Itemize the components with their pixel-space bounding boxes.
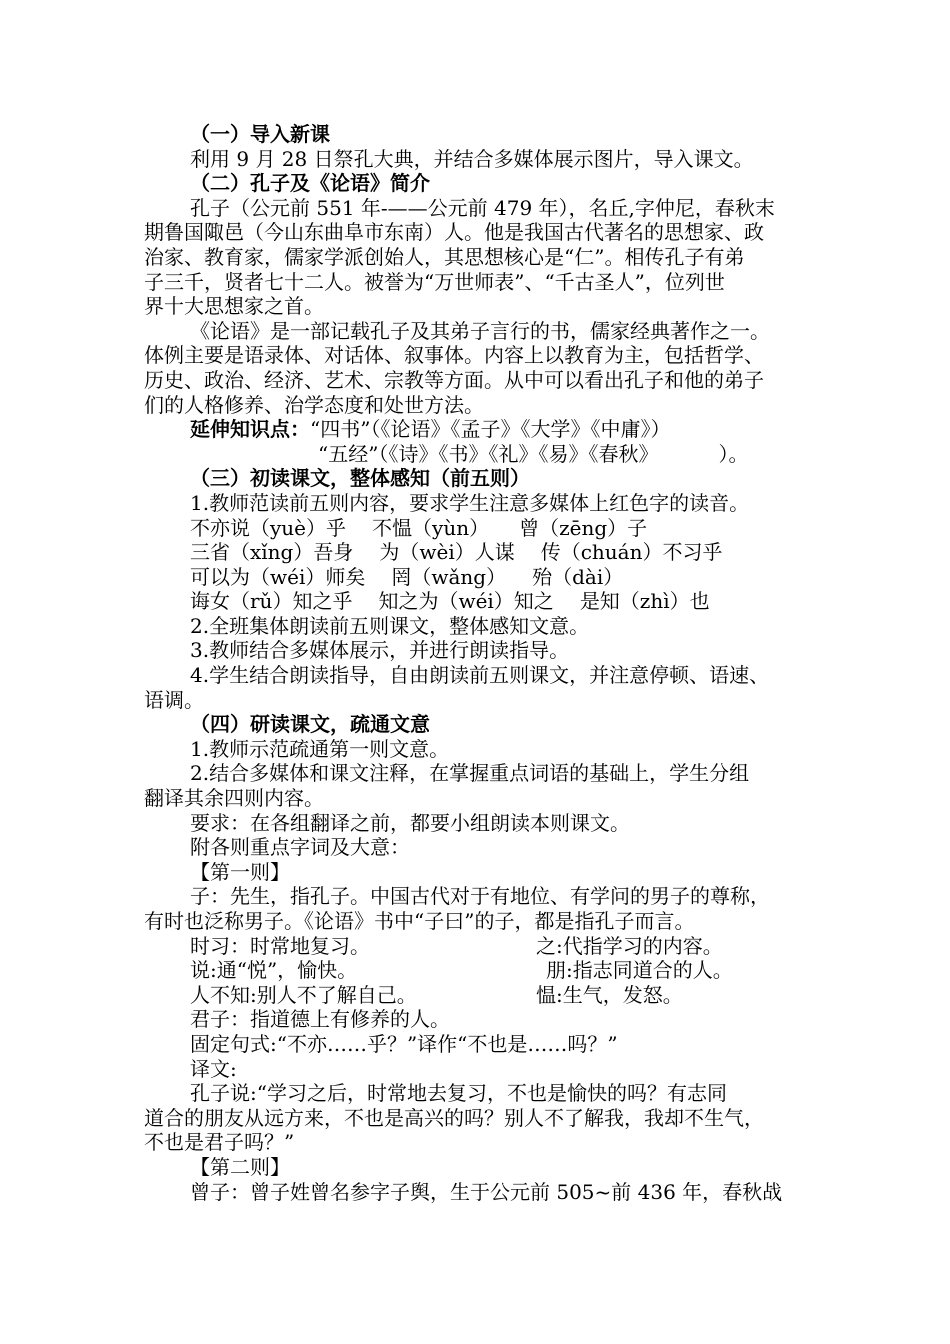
pinyin-item: 是知（zhì）也 [579, 589, 710, 614]
paragraph-line: 固定句式:“不亦……乎？”译作“不也是……吗？” [190, 1031, 618, 1056]
chapter-heading-two: 【第二则】 [190, 1154, 290, 1179]
paragraph-line: 有时也泛称男子。《论语》书中“子曰”的子，都是指孔子而言。 [144, 909, 695, 933]
glossary-item: 说:通“悦”，愉快。 [190, 958, 358, 983]
extension-knowledge [144, 417, 814, 442]
extension-label: 延伸知识点： [190, 417, 310, 442]
paragraph-line: 子三千，贤者七十二人。被誉为“万世师表”、“千古圣人”，位列世 [144, 269, 725, 294]
paragraph-line: 语调。 [144, 687, 204, 712]
glossary-row [144, 983, 814, 1008]
extension-five-classics [144, 442, 814, 467]
pinyin-item: 三省（xǐng）吾身 [190, 540, 354, 565]
paragraph-line: 《论语》是一部记载孔子及其弟子言行的书，儒家经典著作之一。 [190, 318, 770, 343]
paragraph-line: 译文: [190, 1056, 237, 1081]
paragraph-line: 曾子：曾子姓曾名参字子舆，生于公元前 505~前 436 年，春秋战 [190, 1179, 783, 1204]
paragraph-line: 们的人格修养、治学态度和处世方法。 [144, 392, 484, 417]
paragraph-line: 子：先生，指孔子。中国古代对于有地位、有学问的男子的尊称， [190, 884, 770, 909]
glossary-item: 朋:指志同道合的人。 [546, 958, 733, 983]
five-classics-end: ）。 [718, 441, 749, 466]
pinyin-item: 为（wèi）人谋 [379, 540, 515, 565]
paragraph-line: 附各则重点字词及大意： [190, 835, 410, 860]
pinyin-row [144, 540, 814, 565]
paragraph-line: 3.教师结合多媒体展示，并进行朗读指导。 [190, 638, 570, 663]
paragraph-line: 君子：指道德上有修养的人。 [190, 1007, 450, 1032]
glossary-item: 愠:生气，发怒。 [536, 982, 683, 1007]
pinyin-row [144, 565, 814, 590]
document-page [144, 122, 814, 1204]
glossary-item: 之:代指学习的内容。 [536, 933, 723, 958]
pinyin-item: 传（chuán）不习乎 [540, 540, 723, 565]
pinyin-item: 可以为（wéi）师矣 [190, 564, 366, 589]
glossary-item: 时习：时常地复习。 [190, 933, 370, 958]
five-classics-text: “五经”（《诗》《书》《礼》《易》《春秋》 [318, 441, 659, 466]
pinyin-row [144, 516, 814, 541]
paragraph-line: 1.教师示范疏通第一则文意。 [190, 736, 450, 761]
paragraph-line: 界十大思想家之首。 [144, 294, 324, 319]
pinyin-item: 知之为（wéi）知之 [378, 589, 554, 614]
paragraph-line: 2.结合多媒体和课文注释，在掌握重点词语的基础上，学生分组 [190, 761, 750, 786]
extension-four-books: “四书”（《论语》《孟子》《大学》《中庸》） [310, 417, 671, 442]
paragraph-line: 期鲁国陬邑（今山东曲阜市东南）人。他是我国古代著名的思想家、政 [144, 220, 764, 245]
paragraph-line: 道合的朋友从远方来，不也是高兴的吗？别人不了解我，我却不生气， [144, 1105, 764, 1130]
paragraph-line: 翻译其余四则内容。 [144, 786, 324, 811]
section-heading-study: （四）研读课文，疏通文意 [190, 712, 430, 737]
section-heading-first-reading: （三）初读课文，整体感知（前五则） [190, 466, 530, 491]
paragraph-line: 体例主要是语录体、对话体、叙事体。内容上以教育为主，包括哲学、 [144, 343, 764, 368]
paragraph-line: 孔子（公元前 551 年-——公元前 479 年），名丘,字仲尼，春秋末 [190, 195, 775, 220]
paragraph-line: 孔子说:“学习之后，时常地去复习，不也是愉快的吗？有志同 [190, 1081, 727, 1106]
pinyin-row [144, 589, 814, 614]
pinyin-item: 曾（zēng）子 [519, 515, 648, 540]
section-heading-intro: （一）导入新课 [190, 122, 330, 146]
paragraph-line: 1.教师范读前五则内容，要求学生注意多媒体上红色字的读音。 [190, 490, 750, 515]
pinyin-item: 罔（wǎng） [391, 564, 507, 589]
glossary-item: 人不知:别人不了解自己。 [190, 982, 417, 1007]
paragraph-line: 历史、政治、经济、艺术、宗教等方面。从中可以看出孔子和他的弟子 [144, 367, 764, 392]
pinyin-item: 殆（dài） [532, 564, 624, 589]
section-heading-confucius: （二）孔子及《论语》简介 [190, 171, 430, 196]
paragraph-line: 不也是君子吗？” [144, 1130, 295, 1155]
paragraph-line: 要求：在各组翻译之前，都要小组朗读本则课文。 [190, 810, 630, 835]
pinyin-item: 不亦说（yuè）乎 [190, 515, 347, 540]
paragraph-line: 4.学生结合朗读指导，自由朗读前五则课文，并注意停顿、语速、 [190, 663, 770, 688]
paragraph-line: 治家、教育家，儒家学派创始人，其思想核心是“仁”。相传孔子有弟 [144, 244, 745, 269]
chapter-heading-one: 【第一则】 [190, 859, 290, 884]
paragraph-line: 2.全班集体朗读前五则课文，整体感知文意。 [190, 613, 590, 638]
paragraph: 利用 9 月 28 日祭孔大典，并结合多媒体展示图片，导入课文。 [190, 146, 754, 171]
glossary-row [144, 958, 814, 983]
pinyin-item: 不愠（yùn） [372, 515, 490, 540]
glossary-row [144, 934, 814, 959]
pinyin-item: 诲女（rǔ）知之乎 [190, 589, 353, 614]
